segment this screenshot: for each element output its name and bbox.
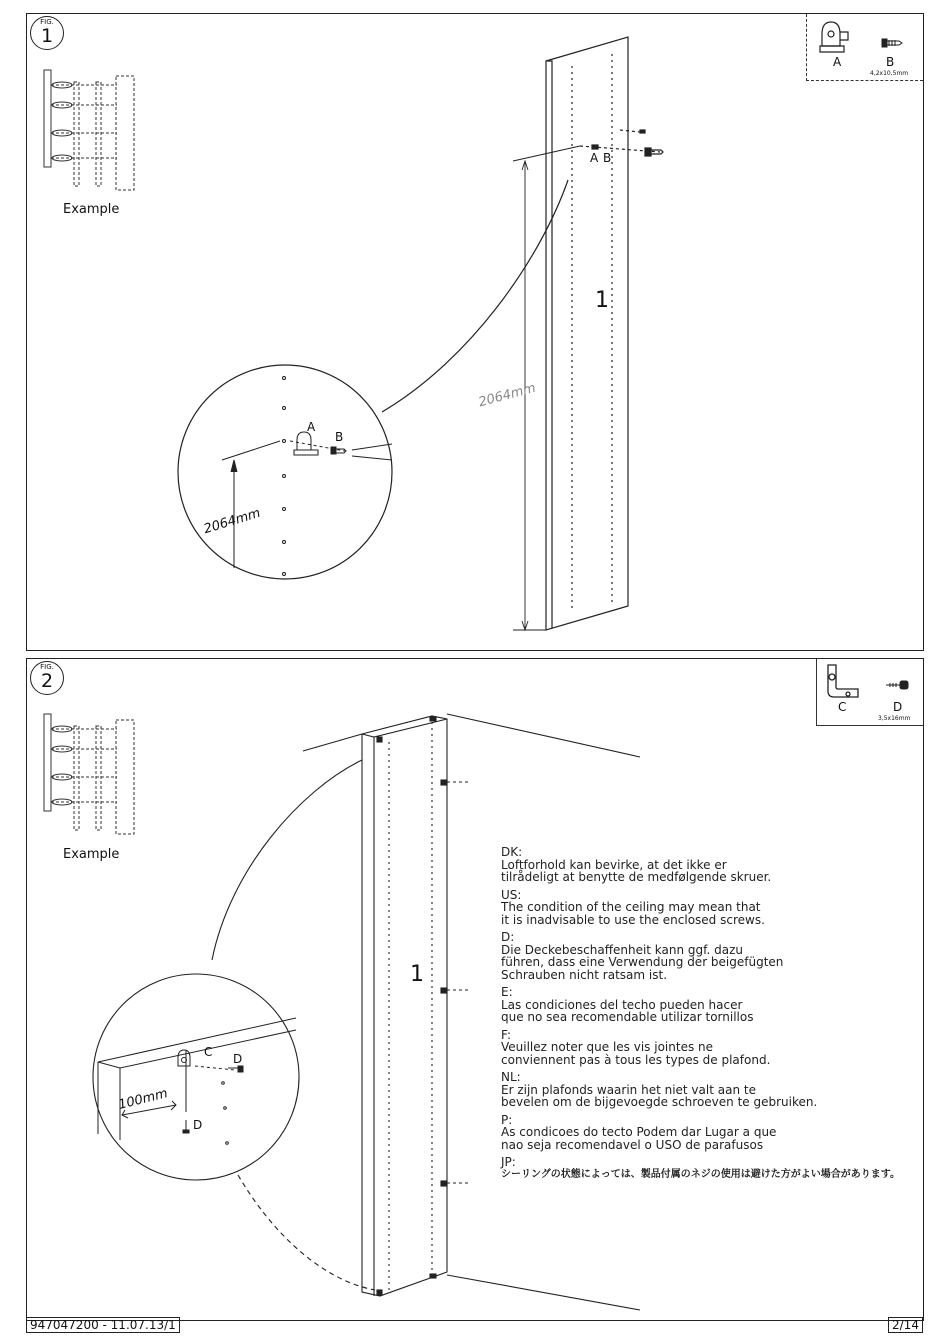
note-dk: [501, 846, 921, 884]
ceiling-warning-notes: [501, 846, 921, 1181]
page-number: 2/14: [888, 1317, 923, 1333]
figure-2-label: FIG.: [40, 663, 54, 671]
example-label-fig1: Example: [63, 202, 120, 217]
part-c-label: C: [838, 700, 847, 714]
note-lang-code: D:: [501, 930, 515, 944]
detail-label-b: B: [335, 430, 344, 444]
figure-1-number: 1: [40, 25, 54, 47]
example-label-fig2: Example: [63, 847, 120, 862]
panel-label-b: B: [603, 151, 612, 165]
detail-offset-dimension: 100mm: [116, 1086, 170, 1113]
note-text: The condition of the ceiling may mean that it is inadvisable to use the enclosed screws.: [501, 900, 765, 927]
note-text: Er zijn plafonds waarin het niet valt aan te bevelen om de bijgevoegde schroeven te gebruiken.: [501, 1082, 818, 1109]
note-lang-code: E:: [501, 985, 513, 999]
note-lang-code: P:: [501, 1112, 513, 1127]
note-nl: [501, 1071, 921, 1109]
part-d-size: 3,5x16mm: [878, 715, 911, 722]
note-p: [501, 1114, 921, 1152]
part-b-label: B: [886, 55, 895, 69]
note-text: Veuillez noter que les vis jointes ne conviennent pas à tous les types de plafond.: [501, 1040, 771, 1067]
document-code: 947047200 - 11.07.13/1: [26, 1317, 180, 1333]
note-e: [501, 986, 921, 1024]
note-lang-code: NL:: [501, 1070, 521, 1084]
panel-number-fig2: 1: [410, 962, 424, 987]
note-text: Loftforhold kan bevirke, at det ikke er tilrådeligt at benytte de medfølgende skruer.: [501, 857, 772, 884]
note-f: [501, 1029, 921, 1067]
panel-height-dimension: 2064mm: [477, 380, 538, 411]
detail-height-dimension: 2064mm: [202, 505, 263, 538]
note-text: Die Deckebeschaffenheit kann ggf. dazu führen, dass eine Verwendung der beigefügten Schrauben nicht ratsam ist.: [501, 942, 784, 982]
note-text: As condicoes do tecto Podem dar Lugar a que nao seja recomendavel o USO de parafusos: [501, 1125, 777, 1152]
part-b-size: 4,2x10,5mm: [870, 70, 909, 77]
detail-label-c: C: [204, 1045, 213, 1059]
detail-label-a: A: [307, 420, 316, 434]
part-d-label: D: [893, 700, 903, 714]
part-a-label: A: [833, 55, 842, 69]
figure-1-label: FIG.: [40, 18, 54, 26]
note-d: [501, 931, 921, 981]
note-lang-code: US:: [501, 887, 522, 902]
detail-label-d-right: D: [233, 1052, 243, 1066]
note-lang-code: DK:: [501, 845, 523, 859]
detail-label-d-bottom: D: [193, 1118, 203, 1132]
note-text: シーリングの状態によっては、製品付属のネジの使用は避けた方がよい場合があります。: [501, 1168, 900, 1180]
panel-number-fig1: 1: [595, 288, 609, 313]
panel-label-a: A: [590, 151, 599, 165]
note-us: [501, 889, 921, 927]
note-lang-code: JP:: [501, 1155, 516, 1169]
note-jp: [501, 1156, 921, 1181]
figure-2-number: 2: [40, 670, 54, 692]
note-text: Las condiciones del techo pueden hacer que no sea recomendable utilizar tornillos: [501, 997, 754, 1024]
note-lang-code: F:: [501, 1027, 512, 1042]
